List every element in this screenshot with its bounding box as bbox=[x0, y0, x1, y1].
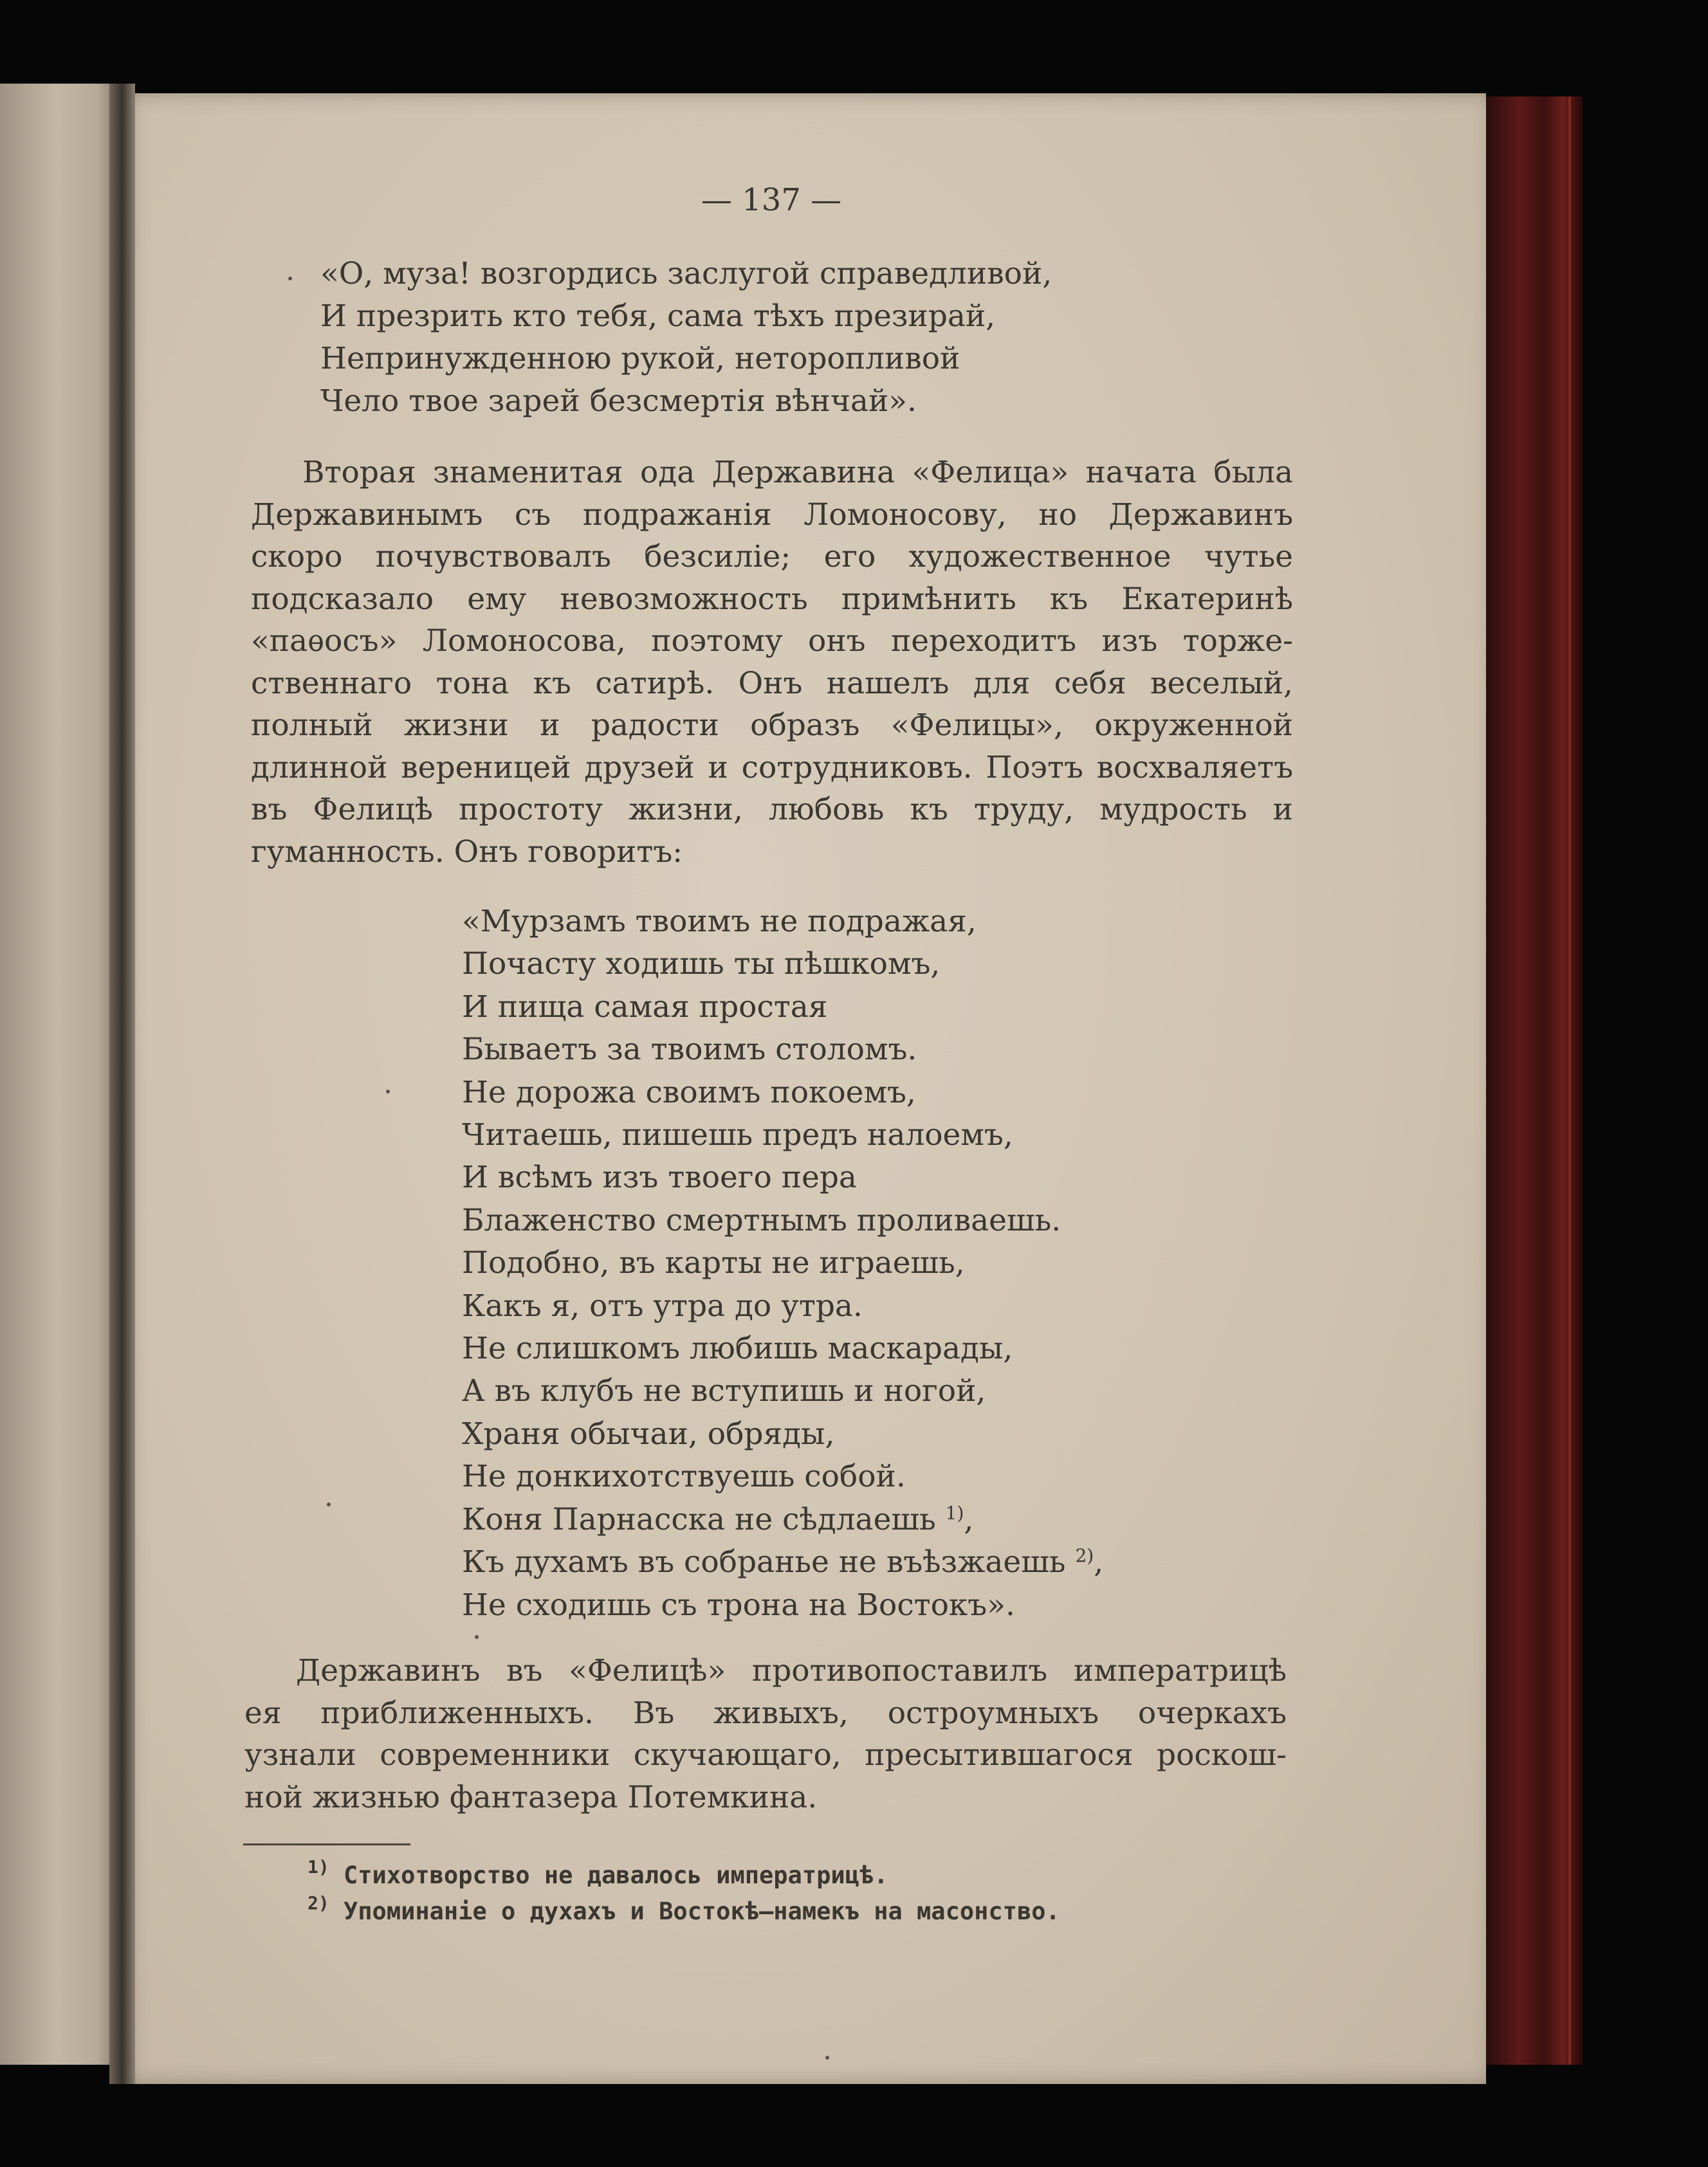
verse-line: Блаженство смертнымъ проливаешь. bbox=[462, 1202, 1061, 1238]
footnote-item bbox=[308, 1894, 1060, 1930]
verse-line-with-footnote bbox=[462, 1499, 1103, 1541]
paragraph-line: подсказало ему невозможность примѣнить къ Екатеринѣ bbox=[251, 581, 1293, 617]
footnotes bbox=[308, 1858, 1060, 1930]
footnote-text: Упоминаніе о духахъ и Востокѣ—намекъ на масонство. bbox=[329, 1897, 1060, 1925]
book-gutter bbox=[109, 84, 135, 2084]
verse-line-text: Коня Парнасска не сѣдлаешь bbox=[462, 1501, 936, 1537]
verse-line-punct: , bbox=[964, 1501, 974, 1537]
verse-line-punct: , bbox=[1094, 1544, 1104, 1580]
verse-line-text: Къ духамъ въ собранье не въѣзжаешь bbox=[462, 1544, 1066, 1580]
footnote-mark: 1) bbox=[308, 1856, 329, 1878]
page-block-edge-line bbox=[1568, 96, 1571, 2065]
left-page-edge bbox=[0, 84, 122, 2065]
paper-speck bbox=[288, 277, 292, 280]
paragraph-line: гуманность. Онъ говоритъ: bbox=[251, 834, 683, 870]
paragraph-line: Державинъ въ «Фелицѣ» противопоставилъ императрицѣ bbox=[296, 1653, 1287, 1688]
verse-line: Подобно, въ карты не играешь, bbox=[462, 1245, 965, 1281]
verse-line: Читаешь, пишешь предъ налоемъ, bbox=[462, 1117, 1013, 1153]
paragraph-line: въ Фелицѣ простоту жизни, любовь къ труду, мудрость и bbox=[251, 792, 1293, 827]
paragraph-line: длинной вереницей друзей и сотрудниковъ. Поэтъ восхваляетъ bbox=[251, 749, 1293, 785]
verse-line: И всѣмъ изъ твоего пера bbox=[462, 1160, 857, 1196]
paragraph-felitsa-contrast bbox=[244, 1650, 1287, 1818]
verse-line: «Мурзамъ твоимъ не подражая, bbox=[462, 904, 977, 939]
verse-line: А въ клубъ не вступишь и ногой, bbox=[462, 1373, 986, 1409]
paragraph-line: «паѳосъ» Ломоносова, поэтому онъ переходитъ изъ торже- bbox=[251, 623, 1293, 659]
epigraph-line: Непринужденною рукой, неторопливой bbox=[320, 341, 960, 376]
paragraph-line: скоро почувствовалъ безсиліе; его художественное чутье bbox=[251, 539, 1293, 574]
verse-line: Не сходишь съ трона на Востокъ». bbox=[462, 1587, 1015, 1623]
paragraph-line: Державинымъ съ подражанія Ломоносову, но Державинъ bbox=[251, 497, 1293, 533]
footnote-item bbox=[308, 1858, 1060, 1894]
page-number: — 137 — bbox=[701, 182, 842, 218]
paper-speck bbox=[475, 1635, 479, 1639]
verse-felitsa bbox=[462, 901, 1103, 1627]
epigraph-line: «О, муза! возгордись заслугой справедливой, bbox=[320, 256, 1052, 291]
footnote-ref-1: 1) bbox=[945, 1502, 964, 1524]
paper-speck bbox=[386, 1090, 390, 1093]
footnote-mark: 2) bbox=[308, 1892, 329, 1914]
verse-line: Не слишкомъ любишь маскарады, bbox=[462, 1331, 1013, 1367]
paragraph-line: ственнаго тона къ сатирѣ. Онъ нашелъ для себя веселый, bbox=[251, 665, 1293, 701]
verse-line: Бываетъ за твоимъ столомъ. bbox=[462, 1032, 917, 1068]
paper-speck bbox=[825, 2056, 829, 2060]
paragraph-line: узнали современники скучающаго, пресытившагося роскош- bbox=[244, 1737, 1287, 1773]
paragraph-line: ея приближенныхъ. Въ живыхъ, остроумныхъ очеркахъ bbox=[244, 1695, 1287, 1731]
footnote-ref-2: 2) bbox=[1075, 1545, 1094, 1567]
paragraph-felitsa-intro bbox=[251, 452, 1293, 873]
epigraph-line: И презрить кто тебя, сама тѣхъ презирай, bbox=[320, 298, 996, 334]
verse-line: Храня обычаи, обряды, bbox=[462, 1416, 835, 1452]
verse-line: Не донкихотствуешь собой. bbox=[462, 1459, 906, 1495]
verse-line-with-footnote bbox=[462, 1541, 1103, 1584]
paper-speck bbox=[327, 1503, 331, 1506]
paragraph-line: ной жизнью фантазера Потемкина. bbox=[244, 1779, 818, 1815]
verse-line: Какъ я, отъ утра до утра. bbox=[462, 1288, 863, 1324]
paragraph-line: Вторая знаменитая ода Державина «Фелица» начата была bbox=[302, 455, 1293, 490]
epigraph-line: Чело твое зарей безсмертія вѣнчай». bbox=[320, 383, 917, 419]
footnote-separator bbox=[243, 1843, 410, 1845]
epigraph-quote bbox=[320, 253, 1052, 423]
paragraph-line: полный жизни и радости образъ «Фелицы», окруженной bbox=[251, 708, 1293, 743]
verse-line: И пища самая простая bbox=[462, 989, 828, 1025]
footnote-text: Стихотворство не давалось императрицѣ. bbox=[329, 1861, 888, 1889]
verse-line: Почасту ходишь ты пѣшкомъ, bbox=[462, 946, 941, 982]
verse-line: Не дорожа своимъ покоемъ, bbox=[462, 1074, 916, 1110]
